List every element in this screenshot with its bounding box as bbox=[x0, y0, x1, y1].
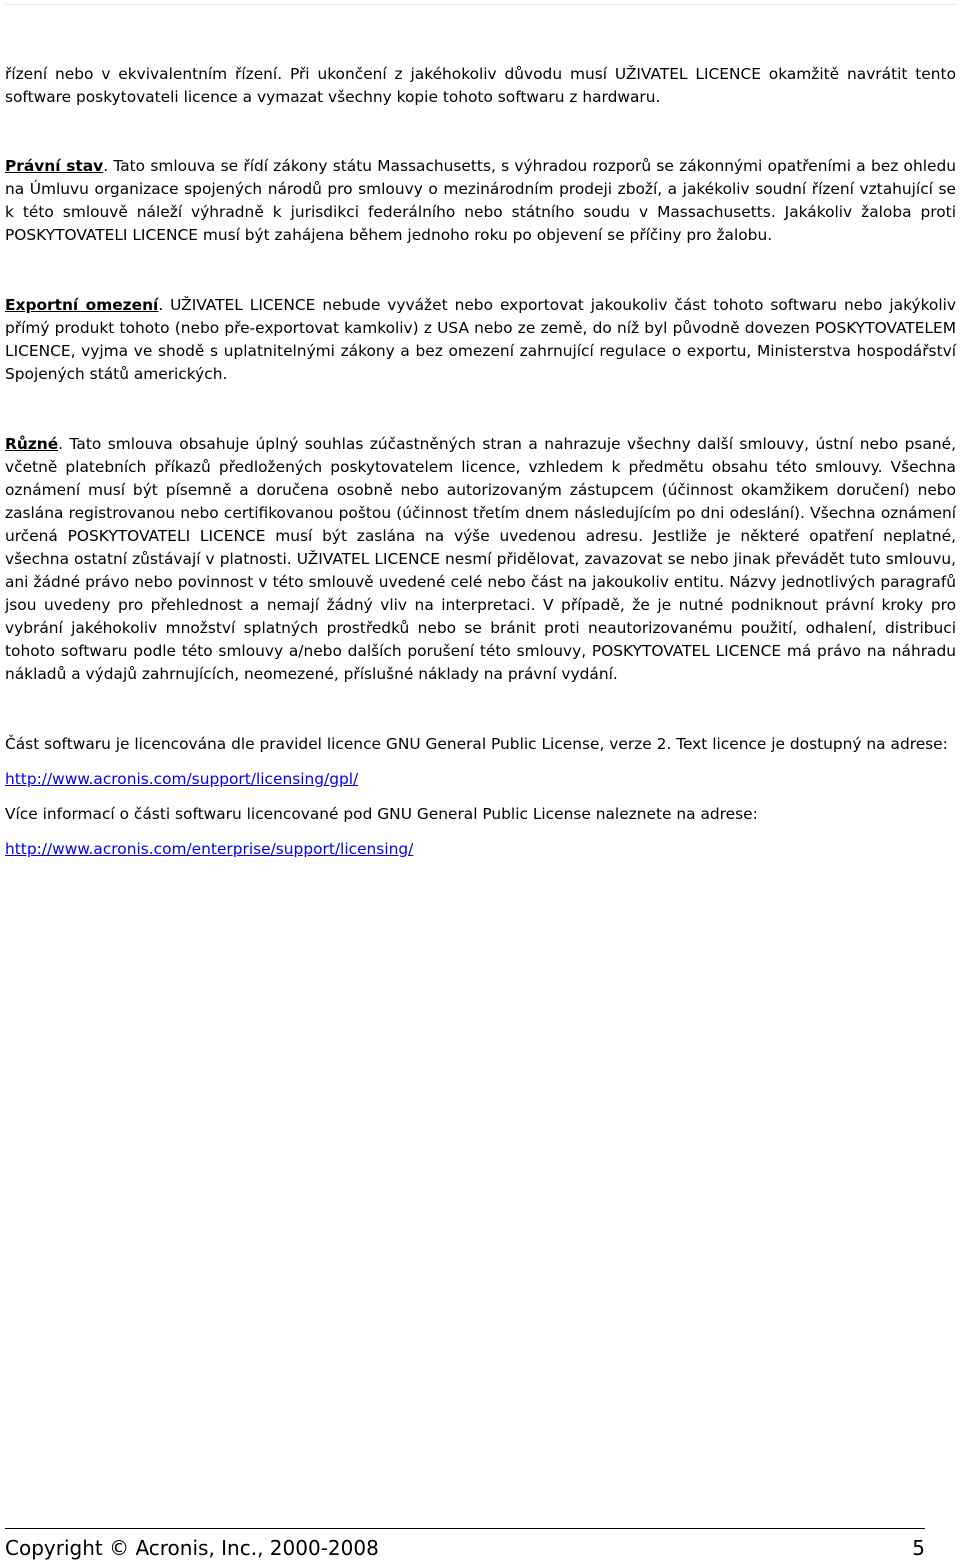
export-restrictions-section bbox=[5, 294, 956, 386]
gpl-paragraph: Část softwaru je licencována dle pravidel licence GNU General Public License, verze 2. Text licence je dostupný na adrese: bbox=[5, 735, 948, 753]
page-number: 5 bbox=[912, 1536, 925, 1560]
gpl-link-row bbox=[5, 768, 956, 791]
copyright-text: Copyright © Acronis, Inc., 2000-2008 bbox=[5, 1536, 379, 1560]
legal-status-text: . Tato smlouva se řídí zákony státu Massachusetts, s výhradou rozporů se zákonnými opatřeními a bez ohledu na Úmluvu organizace spojených národů pro smlouvy o mezinárodním prodeji zboží, a jakékoliv soudní řízení vztahující se k této smlouvě náleží výhradně k jurisdikci federálního nebo státního soudu v Massachusetts. Jakákoliv žaloba proti POSKYTOVATELI LICENCE musí být zahájena během jednoho roku po objevení se příčiny pro žalobu. bbox=[5, 157, 956, 244]
document-body bbox=[5, 63, 956, 861]
miscellaneous-text: . Tato smlouva obsahuje úplný souhlas zúčastněných stran a nahrazuje všechny další smlouvy, ústní nebo psané, včetně platebních příkazů předložených poskytovatelem licence, vzhledem k předmětu obsahu této smlouvy. Všechna oznámení musí být písemně a doručena osobně nebo autorizovaným zástupcem (účinnost okamžikem doručení) nebo zaslána registrovanou nebo certifikovanou poštou (účinnost třetím dnem následujícím po dni odeslání). Všechna oznámení určená POSKYTOVATELI LICENCE musí být zaslána na výše uvedenou adresu. Jestliže je některé opatření neplatné, všechna ostatní zůstávají v platnosti. UŽIVATEL LICENCE nesmí přidělovat, zavazovat se nebo jinak převádět tuto smlouvu, ani žádné právo nebo povinnost v této smlouvě uvedené celé nebo část na jakoukoliv entitu. Názvy jednotlivých paragrafů jsou uvedeny pro přehlednost a nemají žádný vliv na interpretaci. V případě, že je nutné podniknout právní kroky pro vybrání jakéhokoliv množství splatných prostředků nebo se bránit proti neautorizovanému použití, odhalení, distribuci tohoto softwaru podle této smlouvy a/nebo dalších porušení této smlouvy, POSKYTOVATEL LICENCE má právo na náhradu nákladů a výdajů zahrnujících, neomezené, příslušné náklady na právní vydání. bbox=[5, 435, 956, 683]
page-footer bbox=[5, 1528, 925, 1561]
legal-status-section bbox=[5, 155, 956, 247]
enterprise-licensing-link[interactable]: http://www.acronis.com/enterprise/support/licensing/ bbox=[5, 840, 414, 858]
more-info-paragraph: Více informací o části softwaru licencované pod GNU General Public License naleznete na adrese: bbox=[5, 805, 758, 823]
miscellaneous-heading: Různé bbox=[5, 435, 59, 453]
legal-status-heading: Právní stav bbox=[5, 157, 104, 175]
miscellaneous-section bbox=[5, 433, 956, 686]
export-restrictions-heading: Exportní omezení bbox=[5, 296, 159, 314]
gpl-license-link[interactable]: http://www.acronis.com/support/licensing/gpl/ bbox=[5, 770, 359, 788]
export-restrictions-text: . UŽIVATEL LICENCE nebude vyvážet nebo exportovat jakoukoliv část tohoto softwaru nebo jakýkoliv přímý produkt tohoto (nebo pře-exportovat kamkoliv) z USA nebo ze země, do níž byl původně dovezen POSKYTOVATELEM LICENCE, vyjma ve shodě s uplatnitelnými zákony a bez omezení zahrnující regulace o exportu, Ministerstva hospodářství Spojených států amerických. bbox=[5, 296, 957, 383]
top-divider bbox=[5, 4, 956, 5]
enterprise-link-row bbox=[5, 838, 956, 861]
termination-paragraph: řízení nebo v ekvivalentním řízení. Při ukončení z jakéhokoliv důvodu musí UŽIVATEL LICENCE okamžitě navrátit tento software poskytovateli licence a vymazat všechny kopie tohoto softwaru z hardwaru. bbox=[5, 65, 956, 106]
